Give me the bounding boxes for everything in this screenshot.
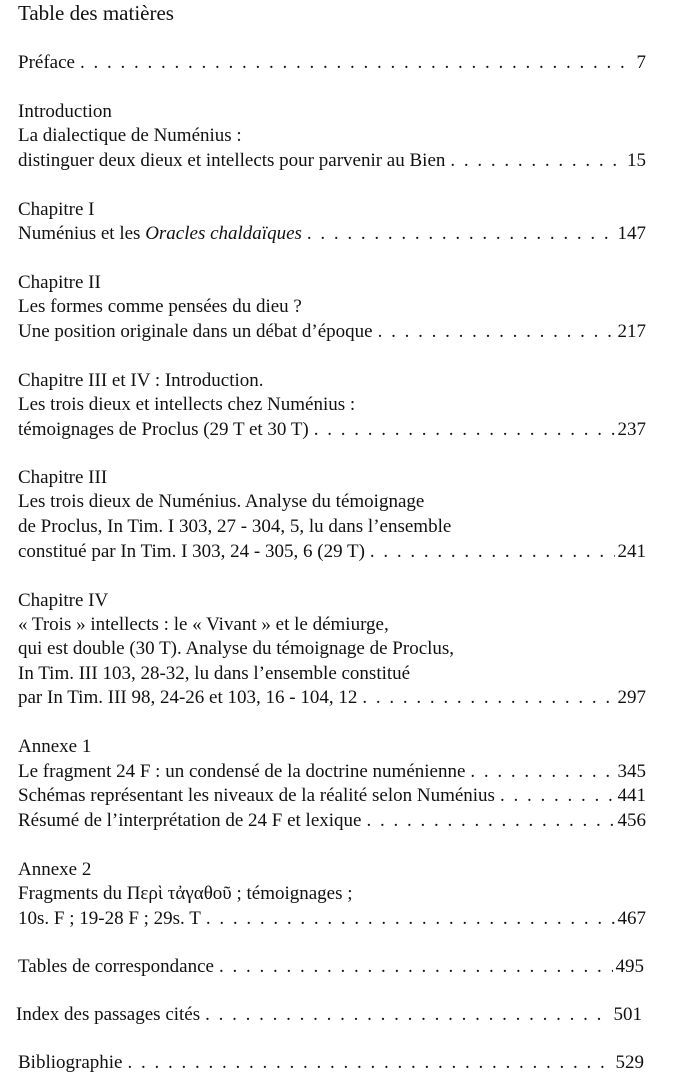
entry-heading: Chapitre III xyxy=(18,467,108,488)
toc-entry-annexe-1-item-2 xyxy=(18,784,646,808)
entry-line: La dialectique de Numénius : xyxy=(18,125,242,146)
dot-leader xyxy=(80,51,634,75)
dot-leader xyxy=(500,784,615,808)
page-number: 217 xyxy=(617,321,646,342)
entry-line: « Trois » intellects : le « Vivant » et le démiurge, xyxy=(18,614,389,635)
page-number: 147 xyxy=(617,223,646,244)
page-number: 297 xyxy=(617,687,646,708)
entry-heading: Chapitre III et IV : Introduction. xyxy=(18,370,264,391)
dot-leader xyxy=(314,418,615,442)
entry-text-prefix: Numénius et les xyxy=(18,223,146,244)
toc-entry-annexe-1-item-3 xyxy=(18,809,646,833)
toc-entry-bibliographie xyxy=(18,1051,644,1075)
page-number: 441 xyxy=(617,785,646,806)
entry-text: Index des passages cités xyxy=(16,1004,201,1025)
entry-text: Préface xyxy=(18,52,75,73)
toc-entry-chapitre-3-4-intro xyxy=(18,418,646,442)
entry-text-italic: Oracles chaldaïques xyxy=(145,223,302,244)
entry-text: Une position originale dans un débat d’époque xyxy=(18,321,373,342)
entry-text: Tables de correspondance xyxy=(18,956,214,977)
page-number: 501 xyxy=(613,1004,642,1025)
page-number: 241 xyxy=(617,541,646,562)
toc-entry-chapitre-2 xyxy=(18,320,646,344)
dot-leader xyxy=(470,760,614,784)
page-number: 15 xyxy=(627,150,646,171)
toc-entry-index xyxy=(16,1003,642,1027)
entry-text: Schémas représentant les niveaux de la réalité selon Numénius xyxy=(18,785,495,806)
toc-entry-preface xyxy=(18,51,646,75)
entry-line: Les formes comme pensées du dieu ? xyxy=(18,296,302,317)
entry-heading: Chapitre IV xyxy=(18,590,109,611)
dot-leader xyxy=(206,907,615,931)
toc-entry-chapitre-4 xyxy=(18,686,646,710)
page-number: 467 xyxy=(617,908,646,929)
dot-leader xyxy=(378,320,615,344)
entry-heading: Annexe 1 xyxy=(18,736,92,757)
page-number: 456 xyxy=(617,810,646,831)
entry-text xyxy=(18,222,302,246)
dot-leader xyxy=(219,955,613,979)
page-number: 237 xyxy=(617,419,646,440)
dot-leader xyxy=(205,1003,610,1027)
toc-entry-annexe-2 xyxy=(18,907,646,931)
entry-heading: Chapitre II xyxy=(18,272,101,293)
entry-text: constitué par In Tim. I 303, 24 - 305, 6 (29 T) xyxy=(18,541,365,562)
dot-leader xyxy=(450,149,624,173)
page-number: 345 xyxy=(617,761,646,782)
entry-text: Le fragment 24 F : un condensé de la doctrine numénienne xyxy=(18,761,466,782)
entry-line: Fragments du Περὶ τἀγαθοῦ ; témoignages ; xyxy=(18,883,353,904)
entry-text: Bibliographie xyxy=(18,1052,123,1073)
dot-leader xyxy=(370,540,615,564)
dot-leader xyxy=(366,809,614,833)
entry-heading: Introduction xyxy=(18,101,112,122)
page-number: 7 xyxy=(636,52,646,73)
toc-title: Table des matières xyxy=(18,1,174,25)
dot-leader xyxy=(127,1051,612,1075)
dot-leader xyxy=(362,686,614,710)
entry-heading: Chapitre I xyxy=(18,199,95,220)
entry-text: par In Tim. III 98, 24-26 et 103, 16 - 104, 12 xyxy=(18,687,358,708)
toc-entry-chapitre-3 xyxy=(18,540,646,564)
entry-line: de Proclus, In Tim. I 303, 27 - 304, 5, lu dans l’ensemble xyxy=(18,516,452,537)
page-number: 495 xyxy=(615,956,644,977)
toc-entry-chapitre-1 xyxy=(18,222,646,246)
toc-entry-annexe-1-item-1 xyxy=(18,760,646,784)
entry-line: In Tim. III 103, 28-32, lu dans l’ensemble constitué xyxy=(18,663,411,684)
entry-line: Les trois dieux de Numénius. Analyse du témoignage xyxy=(18,491,425,512)
entry-text: témoignages de Proclus (29 T et 30 T) xyxy=(18,419,309,440)
entry-line: Les trois dieux et intellects chez Numénius : xyxy=(18,394,356,415)
entry-heading: Annexe 2 xyxy=(18,859,92,880)
toc-entry-tables xyxy=(18,955,644,979)
entry-text: Résumé de l’interprétation de 24 F et lexique xyxy=(18,810,362,831)
page-number: 529 xyxy=(615,1052,644,1073)
entry-text: 10s. F ; 19-28 F ; 29s. T xyxy=(18,908,201,929)
dot-leader xyxy=(307,222,615,246)
toc-entry-introduction xyxy=(18,149,646,173)
entry-text: distinguer deux dieux et intellects pour parvenir au Bien xyxy=(18,150,446,171)
entry-line: qui est double (30 T). Analyse du témoignage de Proclus, xyxy=(18,638,455,659)
